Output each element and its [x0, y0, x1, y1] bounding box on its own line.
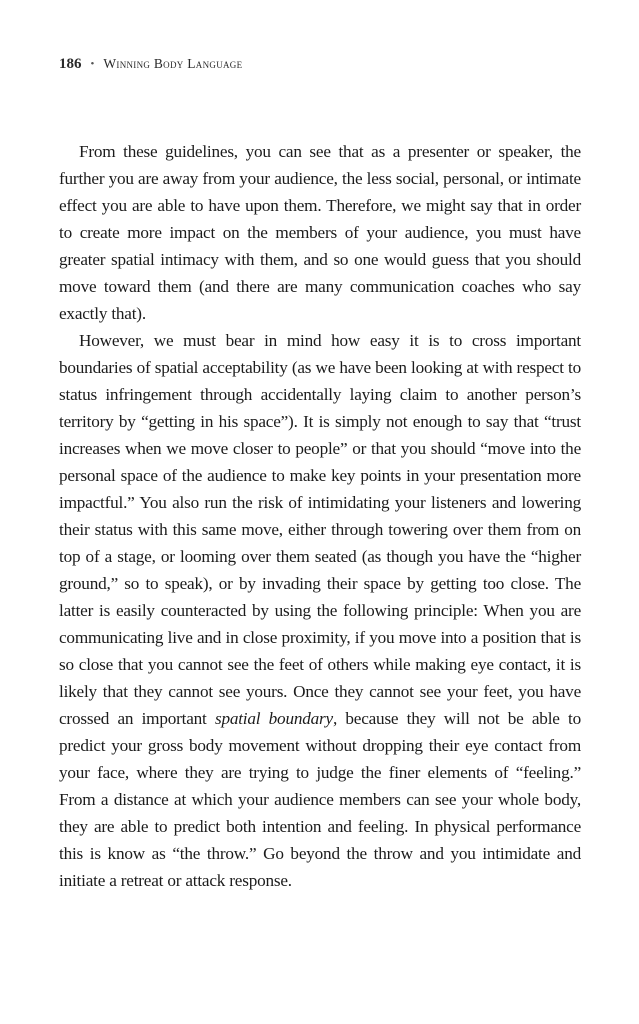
- paragraph-2-text-before: However, we must bear in mind how easy it is to cross important boundaries of spatial acceptability (as we have been looking at with respect to status infringement through accidentally laying claim to another person’s territory by “getting in his space”). It is simply not enough to say that “trust increases when we move closer to people” or that you should “move into the personal space of the audience to make key points in your presentation more impactful.” You also run the risk of intimidating your listeners and lowering their status with this same move, either through towering over them from on top of a stage, or looming over them seated (as though you have the “higher ground,” so to speak), or by invading their space by getting too close. The latter is easily counteracted by using the following principle: When you are communicating live and in close proximity, if you move into a position that is so close that you cannot see the feet of others while making eye contact, it is likely that they cannot see yours. Once they cannot see your feet, you have crossed an important: [59, 331, 581, 728]
- paragraph-2: [59, 327, 581, 894]
- book-title: Winning Body Language: [103, 56, 243, 71]
- running-head: [59, 56, 242, 80]
- page-number: 186: [59, 56, 82, 72]
- paragraph-1: From these guidelines, you can see that as a presenter or speaker, the further you are away from your audience, the less social, personal, or intimate effect you are able to have upon them. Therefore, we might say that in order to create more impact on the members of your audience, you must have greater spatial intimacy with them, and so one would guess that you should move toward them (and there are many communication coaches who say exactly that).: [59, 142, 581, 323]
- body-text: [59, 138, 581, 894]
- paragraph-2-text-after: , because they will not be able to predict your gross body movement without dropping their eye contact from your face, where they are trying to judge the finer elements of “feeling.” From a distance at which your audience members can see your whole body, they are able to predict both intention and feeling. In physical performance this is know as “the throw.” Go beyond the throw and you intimidate and initiate a retreat or attack response.: [59, 709, 581, 890]
- emphasis-spatial-boundary: spatial boundary: [214, 709, 333, 728]
- header-separator: •: [90, 58, 95, 70]
